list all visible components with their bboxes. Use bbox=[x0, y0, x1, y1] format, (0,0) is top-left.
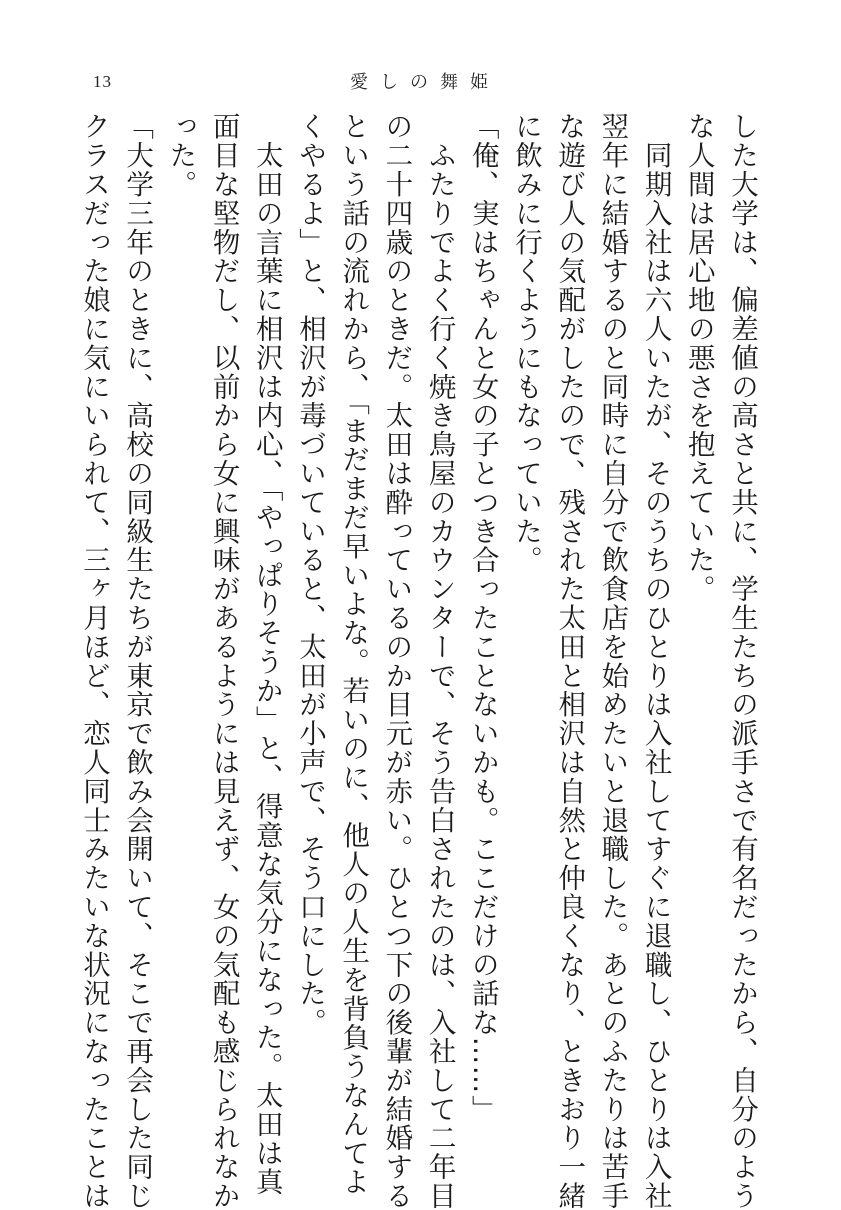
text-line: の二十四歳のときだ。太田は酔っているのか目元が赤い。ひとつ下の後輩が結婚する bbox=[380, 112, 413, 1210]
text-line: クラスだった娘に気にいられて、三ヶ月ほど、恋人同士みたいな状況になったことは bbox=[77, 112, 110, 1210]
text-line: な遊び人の気配がしたので、残された太田と相沢は自然と仲良くなり、ときおり一緒 bbox=[553, 112, 586, 1210]
text-line: 面目な堅物だし、以前から女に興味があるようには見えず、女の気配も感じられなか bbox=[207, 112, 240, 1210]
text-line: 翌年に結婚するのと同時に自分で飲食店を始めたいと退職した。あとのふたりは苦手 bbox=[596, 112, 629, 1210]
text-line: ふたりでよく行く焼き鳥屋のカウンターで、そう告白されたのは、入社して二年目 bbox=[423, 112, 456, 1210]
running-title: 愛しの舞姫 bbox=[350, 72, 500, 93]
page-number: 13 bbox=[93, 72, 112, 91]
text-line: に飲みに行くようにもなっていた。 bbox=[509, 112, 542, 575]
text-line: した大学は、偏差値の高さと共に、学生たちの派手さで有名だったから、自分のよう bbox=[726, 112, 758, 1210]
vertical-body-text bbox=[72, 112, 763, 1210]
text-line: という話の流れから、「まだまだ早いよな。若いのに、他人の人生を背負うなんてよ bbox=[337, 112, 370, 1197]
text-line: 太田の言葉に相沢は内心、「やっぱりそうか」と、得意な気分になった。太田は真 bbox=[250, 112, 283, 1197]
text-line: った。 bbox=[164, 112, 197, 199]
text-line: な人間は居心地の悪さを抱えていた。 bbox=[682, 112, 715, 604]
text-line: 「大学三年のときに、高校の同級生たちが東京で飲み会開いて、そこで再会した同じ bbox=[121, 112, 154, 1210]
text-line: 同期入社は六人いたが、そのうちのひとりは入社してすぐに退職し、ひとりは入社 bbox=[639, 112, 672, 1210]
text-line: 「俺、実はちゃんと女の子とつき合ったことないかも。ここだけの話な……」 bbox=[466, 112, 499, 1124]
text-line: くやるよ」と、相沢が毒づいていると、太田が小声で、そう口にした。 bbox=[293, 112, 326, 1037]
